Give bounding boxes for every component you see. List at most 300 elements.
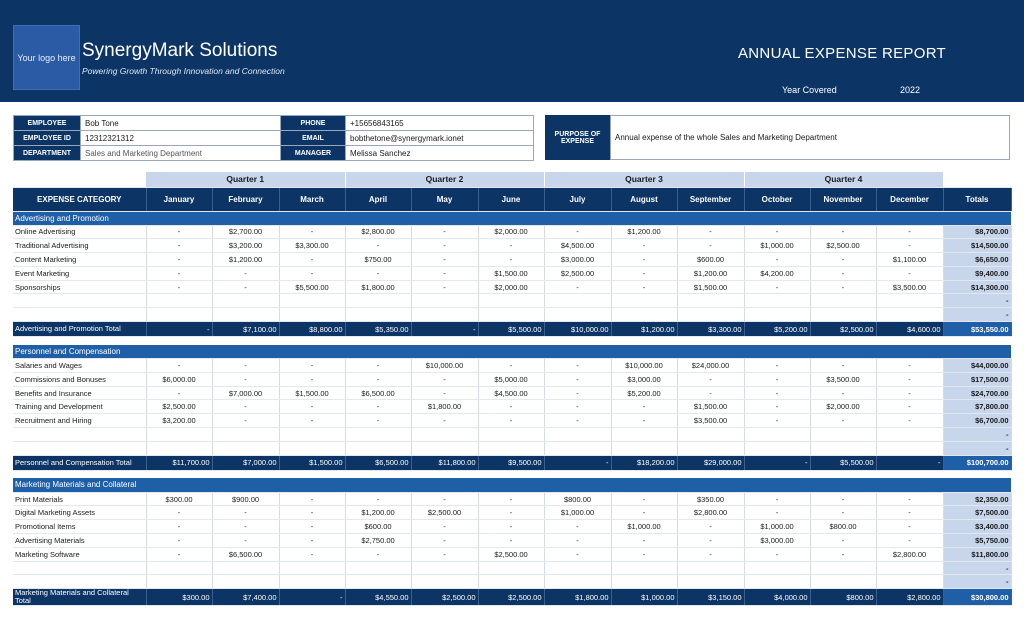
expense-amount-cell[interactable]	[544, 441, 611, 455]
section-total-cell: $29,000.00	[677, 455, 744, 470]
expense-amount-cell[interactable]	[478, 308, 544, 322]
expense-amount-cell[interactable]: -	[810, 506, 876, 520]
expense-amount-cell[interactable]: -	[744, 547, 810, 561]
expense-item-name[interactable]: Event Marketing	[13, 266, 146, 280]
expense-amount-cell[interactable]: -	[411, 492, 478, 506]
expense-amount-cell[interactable]: $3,000.00	[611, 372, 677, 386]
expense-amount-cell[interactable]: -	[876, 225, 943, 239]
expense-amount-cell[interactable]: -	[478, 414, 544, 428]
expense-amount-cell[interactable]: -	[810, 253, 876, 267]
employee-field[interactable]: Bob Tone	[81, 116, 281, 131]
expense-amount-cell[interactable]	[876, 441, 943, 455]
expense-item-name[interactable]: Salaries and Wages	[13, 359, 146, 373]
expense-amount-cell[interactable]: -	[876, 239, 943, 253]
expense-amount-cell[interactable]	[146, 561, 212, 575]
row-total-cell: -	[943, 294, 1011, 308]
expense-amount-cell[interactable]: $4,500.00	[478, 386, 544, 400]
expense-amount-cell[interactable]: $2,500.00	[478, 547, 544, 561]
expense-amount-cell[interactable]: -	[744, 359, 810, 373]
expense-amount-cell[interactable]: -	[744, 225, 810, 239]
expense-amount-cell[interactable]: -	[411, 280, 478, 294]
expense-amount-cell[interactable]: $4,200.00	[744, 266, 810, 280]
expense-amount-cell[interactable]: -	[544, 372, 611, 386]
expense-amount-cell[interactable]: -	[212, 506, 279, 520]
section-title: Advertising and Promotion	[13, 211, 1011, 225]
expense-item-name[interactable]: Benefits and Insurance	[13, 386, 146, 400]
expense-amount-cell[interactable]: $2,500.00	[146, 400, 212, 414]
expense-amount-cell[interactable]	[279, 308, 345, 322]
expense-amount-cell[interactable]: $2,500.00	[411, 506, 478, 520]
expense-amount-cell[interactable]	[279, 428, 345, 442]
expense-amount-cell[interactable]	[744, 575, 810, 589]
expense-amount-cell[interactable]: -	[544, 386, 611, 400]
expense-amount-cell[interactable]: -	[810, 386, 876, 400]
expense-amount-cell[interactable]: $10,000.00	[611, 359, 677, 373]
expense-amount-cell[interactable]: -	[544, 520, 611, 534]
expense-amount-cell[interactable]: $1,100.00	[876, 253, 943, 267]
expense-amount-cell[interactable]: -	[744, 400, 810, 414]
expense-amount-cell[interactable]: -	[146, 266, 212, 280]
expense-amount-cell[interactable]: -	[611, 253, 677, 267]
expense-amount-cell[interactable]: $5,500.00	[279, 280, 345, 294]
expense-item-name[interactable]: Recruitment and Hiring	[13, 414, 146, 428]
expense-amount-cell[interactable]: $6,000.00	[146, 372, 212, 386]
row-total-cell: $14,300.00	[943, 280, 1011, 294]
expense-amount-cell[interactable]: -	[611, 506, 677, 520]
expense-amount-cell[interactable]: -	[279, 253, 345, 267]
expense-amount-cell[interactable]: -	[146, 547, 212, 561]
expense-amount-cell[interactable]: $7,000.00	[212, 386, 279, 400]
section-total-cell: $5,350.00	[345, 322, 411, 337]
expense-item-name[interactable]	[13, 428, 146, 442]
expense-amount-cell[interactable]: -	[677, 386, 744, 400]
expense-amount-cell[interactable]	[677, 441, 744, 455]
expense-amount-cell[interactable]	[677, 294, 744, 308]
expense-amount-cell[interactable]: $2,000.00	[810, 400, 876, 414]
expense-amount-cell[interactable]: -	[478, 534, 544, 548]
expense-amount-cell[interactable]: -	[279, 400, 345, 414]
expense-amount-cell[interactable]	[611, 428, 677, 442]
expense-amount-cell[interactable]: $1,500.00	[478, 266, 544, 280]
expense-amount-cell[interactable]: -	[744, 506, 810, 520]
expense-amount-cell[interactable]: -	[544, 414, 611, 428]
expense-amount-cell[interactable]: -	[611, 492, 677, 506]
expense-amount-cell[interactable]	[611, 308, 677, 322]
expense-amount-cell[interactable]: -	[345, 372, 411, 386]
expense-amount-cell[interactable]: $5,000.00	[478, 372, 544, 386]
expense-amount-cell[interactable]: $1,500.00	[677, 280, 744, 294]
expense-amount-cell[interactable]: -	[279, 266, 345, 280]
expense-amount-cell[interactable]: -	[146, 506, 212, 520]
expense-amount-cell[interactable]: -	[544, 225, 611, 239]
expense-amount-cell[interactable]	[611, 294, 677, 308]
expense-item-name[interactable]: Online Advertising	[13, 225, 146, 239]
section-total-cell: -	[744, 455, 810, 470]
row-total-cell: $3,400.00	[943, 520, 1011, 534]
expense-amount-cell[interactable]	[411, 428, 478, 442]
expense-amount-cell[interactable]: $900.00	[212, 492, 279, 506]
expense-item-name[interactable]: Advertising Materials	[13, 534, 146, 548]
expense-amount-cell[interactable]	[146, 441, 212, 455]
row-total-cell: -	[943, 575, 1011, 589]
expense-amount-cell[interactable]: -	[478, 239, 544, 253]
phone-field[interactable]: +15656843165	[346, 116, 534, 131]
expense-amount-cell[interactable]: $2,500.00	[810, 239, 876, 253]
expense-item-name[interactable]: Training and Development	[13, 400, 146, 414]
expense-amount-cell[interactable]: $5,200.00	[611, 386, 677, 400]
year-value[interactable]: 2022	[900, 85, 921, 95]
month-header-december: December	[876, 187, 943, 211]
section-total-cell: -	[876, 455, 943, 470]
expense-amount-cell[interactable]	[478, 428, 544, 442]
expense-amount-cell[interactable]: $2,500.00	[544, 266, 611, 280]
expense-amount-cell[interactable]: $3,500.00	[677, 414, 744, 428]
expense-amount-cell[interactable]: -	[279, 414, 345, 428]
expense-amount-cell[interactable]	[478, 561, 544, 575]
expense-amount-cell[interactable]: -	[411, 239, 478, 253]
expense-amount-cell[interactable]: $600.00	[345, 520, 411, 534]
expense-amount-cell[interactable]	[876, 294, 943, 308]
expense-amount-cell[interactable]: $2,800.00	[876, 547, 943, 561]
expense-amount-cell[interactable]	[478, 294, 544, 308]
expense-amount-cell[interactable]: -	[611, 239, 677, 253]
expense-amount-cell[interactable]: -	[212, 280, 279, 294]
expense-amount-cell[interactable]	[611, 441, 677, 455]
expense-amount-cell[interactable]: -	[146, 359, 212, 373]
expense-amount-cell[interactable]: -	[876, 506, 943, 520]
expense-amount-cell[interactable]	[611, 575, 677, 589]
expense-amount-cell[interactable]: -	[744, 414, 810, 428]
expense-amount-cell[interactable]: -	[744, 386, 810, 400]
expense-amount-cell[interactable]	[146, 294, 212, 308]
expense-amount-cell[interactable]: -	[345, 359, 411, 373]
expense-amount-cell[interactable]	[146, 308, 212, 322]
expense-amount-cell[interactable]	[810, 308, 876, 322]
expense-amount-cell[interactable]: -	[279, 506, 345, 520]
expense-amount-cell[interactable]: -	[611, 400, 677, 414]
expense-amount-cell[interactable]: $600.00	[677, 253, 744, 267]
expense-amount-cell[interactable]: -	[677, 547, 744, 561]
expense-amount-cell[interactable]	[677, 428, 744, 442]
expense-amount-cell[interactable]: -	[411, 520, 478, 534]
expense-amount-cell[interactable]: $1,200.00	[345, 506, 411, 520]
expense-amount-cell[interactable]	[345, 561, 411, 575]
expense-amount-cell[interactable]: -	[411, 266, 478, 280]
expense-amount-cell[interactable]: -	[212, 359, 279, 373]
expense-amount-cell[interactable]: -	[744, 492, 810, 506]
expense-amount-cell[interactable]: -	[611, 266, 677, 280]
expense-amount-cell[interactable]: -	[212, 372, 279, 386]
expense-amount-cell[interactable]: $10,000.00	[411, 359, 478, 373]
expense-amount-cell[interactable]: $6,500.00	[212, 547, 279, 561]
expense-amount-cell[interactable]	[677, 561, 744, 575]
expense-amount-cell[interactable]: -	[876, 386, 943, 400]
expense-amount-cell[interactable]: $1,200.00	[611, 225, 677, 239]
expense-amount-cell[interactable]	[279, 441, 345, 455]
row-total-cell: $7,800.00	[943, 400, 1011, 414]
section-total-cell: $5,500.00	[478, 322, 544, 337]
expense-amount-cell[interactable]	[279, 575, 345, 589]
expense-amount-cell[interactable]: -	[677, 520, 744, 534]
expense-amount-cell[interactable]: -	[146, 253, 212, 267]
expense-amount-cell[interactable]: -	[544, 400, 611, 414]
expense-amount-cell[interactable]: -	[345, 492, 411, 506]
expense-amount-cell[interactable]: -	[146, 280, 212, 294]
expense-amount-cell[interactable]: $2,750.00	[345, 534, 411, 548]
expense-amount-cell[interactable]	[279, 294, 345, 308]
expense-amount-cell[interactable]	[212, 575, 279, 589]
expense-item-name[interactable]	[13, 308, 146, 322]
expense-amount-cell[interactable]	[744, 308, 810, 322]
expense-amount-cell[interactable]	[744, 561, 810, 575]
expense-amount-cell[interactable]: -	[146, 225, 212, 239]
expense-amount-cell[interactable]: -	[279, 359, 345, 373]
expense-amount-cell[interactable]	[146, 428, 212, 442]
expense-amount-cell[interactable]	[744, 294, 810, 308]
expense-amount-cell[interactable]: -	[411, 534, 478, 548]
expense-amount-cell[interactable]: -	[876, 520, 943, 534]
expense-amount-cell[interactable]: -	[611, 280, 677, 294]
expense-amount-cell[interactable]: -	[611, 414, 677, 428]
expense-item-name[interactable]: Promotional Items	[13, 520, 146, 534]
expense-amount-cell[interactable]	[279, 561, 345, 575]
expense-amount-cell[interactable]: -	[611, 547, 677, 561]
expense-amount-cell[interactable]: $1,000.00	[744, 520, 810, 534]
expense-amount-cell[interactable]	[876, 428, 943, 442]
expense-amount-cell[interactable]: $1,800.00	[411, 400, 478, 414]
expense-amount-cell[interactable]: -	[279, 492, 345, 506]
expense-amount-cell[interactable]: -	[411, 225, 478, 239]
expense-amount-cell[interactable]: $4,500.00	[544, 239, 611, 253]
expense-amount-cell[interactable]: -	[279, 547, 345, 561]
expense-amount-cell[interactable]	[411, 575, 478, 589]
expense-amount-cell[interactable]	[677, 308, 744, 322]
expense-amount-cell[interactable]	[876, 308, 943, 322]
expense-amount-cell[interactable]: -	[345, 547, 411, 561]
expense-amount-cell[interactable]	[345, 428, 411, 442]
expense-item-name[interactable]: Print Materials	[13, 492, 146, 506]
expense-amount-cell[interactable]: -	[345, 266, 411, 280]
expense-amount-cell[interactable]: -	[279, 520, 345, 534]
expense-amount-cell[interactable]	[478, 575, 544, 589]
expense-amount-cell[interactable]: -	[810, 266, 876, 280]
expense-amount-cell[interactable]	[212, 294, 279, 308]
expense-amount-cell[interactable]	[345, 441, 411, 455]
expense-amount-cell[interactable]: -	[279, 225, 345, 239]
manager-field[interactable]: Melissa Sanchez	[346, 146, 534, 161]
expense-amount-cell[interactable]	[212, 561, 279, 575]
table-row	[13, 359, 1011, 373]
expense-amount-cell[interactable]: -	[478, 359, 544, 373]
expense-amount-cell[interactable]: -	[677, 372, 744, 386]
expense-amount-cell[interactable]: -	[345, 400, 411, 414]
expense-item-name[interactable]: Content Marketing	[13, 253, 146, 267]
expense-amount-cell[interactable]: -	[876, 414, 943, 428]
expense-amount-cell[interactable]: $2,700.00	[212, 225, 279, 239]
expense-amount-cell[interactable]	[212, 308, 279, 322]
expense-amount-cell[interactable]	[810, 294, 876, 308]
expense-amount-cell[interactable]: -	[212, 414, 279, 428]
expense-item-name[interactable]: Sponsorships	[13, 280, 146, 294]
expense-amount-cell[interactable]: $1,500.00	[677, 400, 744, 414]
expense-amount-cell[interactable]: $3,000.00	[744, 534, 810, 548]
expense-amount-cell[interactable]: $3,200.00	[212, 239, 279, 253]
expense-amount-cell[interactable]: -	[876, 492, 943, 506]
expense-amount-cell[interactable]: -	[544, 547, 611, 561]
expense-amount-cell[interactable]	[876, 575, 943, 589]
expense-amount-cell[interactable]: $6,500.00	[345, 386, 411, 400]
expense-item-name[interactable]: Marketing Software	[13, 547, 146, 561]
expense-amount-cell[interactable]: -	[345, 414, 411, 428]
expense-amount-cell[interactable]: -	[876, 534, 943, 548]
section-total-cell: -	[146, 322, 212, 337]
expense-amount-cell[interactable]	[544, 575, 611, 589]
expense-amount-cell[interactable]: -	[876, 359, 943, 373]
expense-amount-cell[interactable]	[544, 561, 611, 575]
expense-amount-cell[interactable]: -	[744, 280, 810, 294]
expense-amount-cell[interactable]: -	[212, 534, 279, 548]
expense-amount-cell[interactable]: $1,000.00	[544, 506, 611, 520]
expense-amount-cell[interactable]	[744, 441, 810, 455]
expense-amount-cell[interactable]: $800.00	[810, 520, 876, 534]
expense-amount-cell[interactable]: -	[544, 359, 611, 373]
expense-amount-cell[interactable]: -	[810, 225, 876, 239]
expense-item-name[interactable]: Commissions and Bonuses	[13, 372, 146, 386]
expense-amount-cell[interactable]: $24,000.00	[677, 359, 744, 373]
expense-item-name[interactable]: Digital Marketing Assets	[13, 506, 146, 520]
expense-amount-cell[interactable]: -	[345, 239, 411, 253]
expense-amount-cell[interactable]	[146, 575, 212, 589]
phone-label: PHONE	[281, 116, 346, 131]
employee-id-field[interactable]: 12312321312	[81, 131, 281, 146]
expense-amount-cell[interactable]: $350.00	[677, 492, 744, 506]
expense-amount-cell[interactable]: -	[411, 386, 478, 400]
expense-amount-cell[interactable]	[744, 428, 810, 442]
expense-amount-cell[interactable]	[810, 428, 876, 442]
expense-amount-cell[interactable]: -	[544, 534, 611, 548]
expense-amount-cell[interactable]: $3,500.00	[810, 372, 876, 386]
expense-amount-cell[interactable]: -	[411, 547, 478, 561]
expense-amount-cell[interactable]: $1,000.00	[744, 239, 810, 253]
expense-amount-cell[interactable]: -	[810, 492, 876, 506]
expense-amount-cell[interactable]: -	[810, 280, 876, 294]
expense-amount-cell[interactable]: $1,000.00	[611, 520, 677, 534]
expense-amount-cell[interactable]: -	[478, 492, 544, 506]
expense-amount-cell[interactable]: -	[810, 534, 876, 548]
expense-amount-cell[interactable]: $1,200.00	[212, 253, 279, 267]
expense-amount-cell[interactable]	[810, 441, 876, 455]
expense-item-name[interactable]: Traditional Advertising	[13, 239, 146, 253]
expense-amount-cell[interactable]	[544, 294, 611, 308]
expense-amount-cell[interactable]	[345, 575, 411, 589]
expense-amount-cell[interactable]	[876, 561, 943, 575]
expense-amount-cell[interactable]: -	[212, 520, 279, 534]
expense-amount-cell[interactable]: $750.00	[345, 253, 411, 267]
section-total-cell: $10,000.00	[544, 322, 611, 337]
purpose-field[interactable]: Annual expense of the whole Sales and Marketing Department	[610, 115, 1010, 160]
expense-amount-cell[interactable]	[677, 575, 744, 589]
expense-amount-cell[interactable]	[810, 561, 876, 575]
expense-amount-cell[interactable]: -	[876, 266, 943, 280]
expense-amount-cell[interactable]: -	[544, 280, 611, 294]
expense-amount-cell[interactable]: -	[744, 253, 810, 267]
expense-amount-cell[interactable]: -	[478, 520, 544, 534]
expense-amount-cell[interactable]: -	[611, 534, 677, 548]
expense-amount-cell[interactable]	[544, 428, 611, 442]
section-total-cell: $9,500.00	[478, 455, 544, 470]
expense-amount-cell[interactable]: -	[876, 372, 943, 386]
expense-amount-cell[interactable]: -	[478, 506, 544, 520]
expense-amount-cell[interactable]: -	[146, 520, 212, 534]
expense-amount-cell[interactable]	[212, 428, 279, 442]
expense-amount-cell[interactable]: -	[677, 239, 744, 253]
expense-amount-cell[interactable]: -	[146, 239, 212, 253]
expense-amount-cell[interactable]: -	[478, 253, 544, 267]
expense-amount-cell[interactable]: -	[810, 359, 876, 373]
expense-amount-cell[interactable]: $1,200.00	[677, 266, 744, 280]
expense-amount-cell[interactable]: $1,500.00	[279, 386, 345, 400]
expense-amount-cell[interactable]	[544, 308, 611, 322]
expense-amount-cell[interactable]	[411, 308, 478, 322]
expense-amount-cell[interactable]: $3,500.00	[876, 280, 943, 294]
expense-amount-cell[interactable]	[345, 294, 411, 308]
expense-item-name[interactable]	[13, 561, 146, 575]
expense-amount-cell[interactable]: -	[677, 534, 744, 548]
department-field[interactable]: Sales and Marketing Department	[81, 146, 281, 161]
expense-amount-cell[interactable]: -	[212, 400, 279, 414]
expense-amount-cell[interactable]: -	[744, 372, 810, 386]
expense-amount-cell[interactable]: -	[146, 534, 212, 548]
expense-amount-cell[interactable]: -	[677, 225, 744, 239]
expense-amount-cell[interactable]: $2,000.00	[478, 225, 544, 239]
expense-amount-cell[interactable]: -	[411, 414, 478, 428]
month-header-april: April	[345, 187, 411, 211]
expense-amount-cell[interactable]: $2,800.00	[677, 506, 744, 520]
expense-amount-cell[interactable]: $3,000.00	[544, 253, 611, 267]
expense-amount-cell[interactable]: -	[411, 372, 478, 386]
expense-amount-cell[interactable]	[345, 308, 411, 322]
expense-amount-cell[interactable]: $3,300.00	[279, 239, 345, 253]
expense-amount-cell[interactable]: $2,800.00	[345, 225, 411, 239]
expense-amount-cell[interactable]: -	[411, 253, 478, 267]
expense-amount-cell[interactable]: $800.00	[544, 492, 611, 506]
expense-amount-cell[interactable]	[411, 294, 478, 308]
expense-amount-cell[interactable]	[810, 575, 876, 589]
table-row	[13, 561, 1011, 575]
expense-amount-cell[interactable]	[212, 441, 279, 455]
expense-amount-cell[interactable]: -	[810, 414, 876, 428]
expense-amount-cell[interactable]	[478, 441, 544, 455]
expense-item-name[interactable]	[13, 294, 146, 308]
expense-item-name[interactable]	[13, 575, 146, 589]
expense-amount-cell[interactable]: $300.00	[146, 492, 212, 506]
expense-amount-cell[interactable]: -	[279, 372, 345, 386]
expense-amount-cell[interactable]: -	[478, 400, 544, 414]
expense-amount-cell[interactable]: $1,800.00	[345, 280, 411, 294]
expense-amount-cell[interactable]	[411, 561, 478, 575]
expense-item-name[interactable]	[13, 441, 146, 455]
expense-amount-cell[interactable]	[611, 561, 677, 575]
expense-amount-cell[interactable]: -	[876, 400, 943, 414]
expense-amount-cell[interactable]: -	[146, 386, 212, 400]
expense-amount-cell[interactable]: $3,200.00	[146, 414, 212, 428]
expense-amount-cell[interactable]: -	[279, 534, 345, 548]
expense-amount-cell[interactable]: $2,000.00	[478, 280, 544, 294]
expense-amount-cell[interactable]	[411, 441, 478, 455]
expense-amount-cell[interactable]: -	[810, 547, 876, 561]
expense-amount-cell[interactable]: -	[212, 266, 279, 280]
email-field[interactable]: bobthetone@synergymark.ionet	[346, 131, 534, 146]
